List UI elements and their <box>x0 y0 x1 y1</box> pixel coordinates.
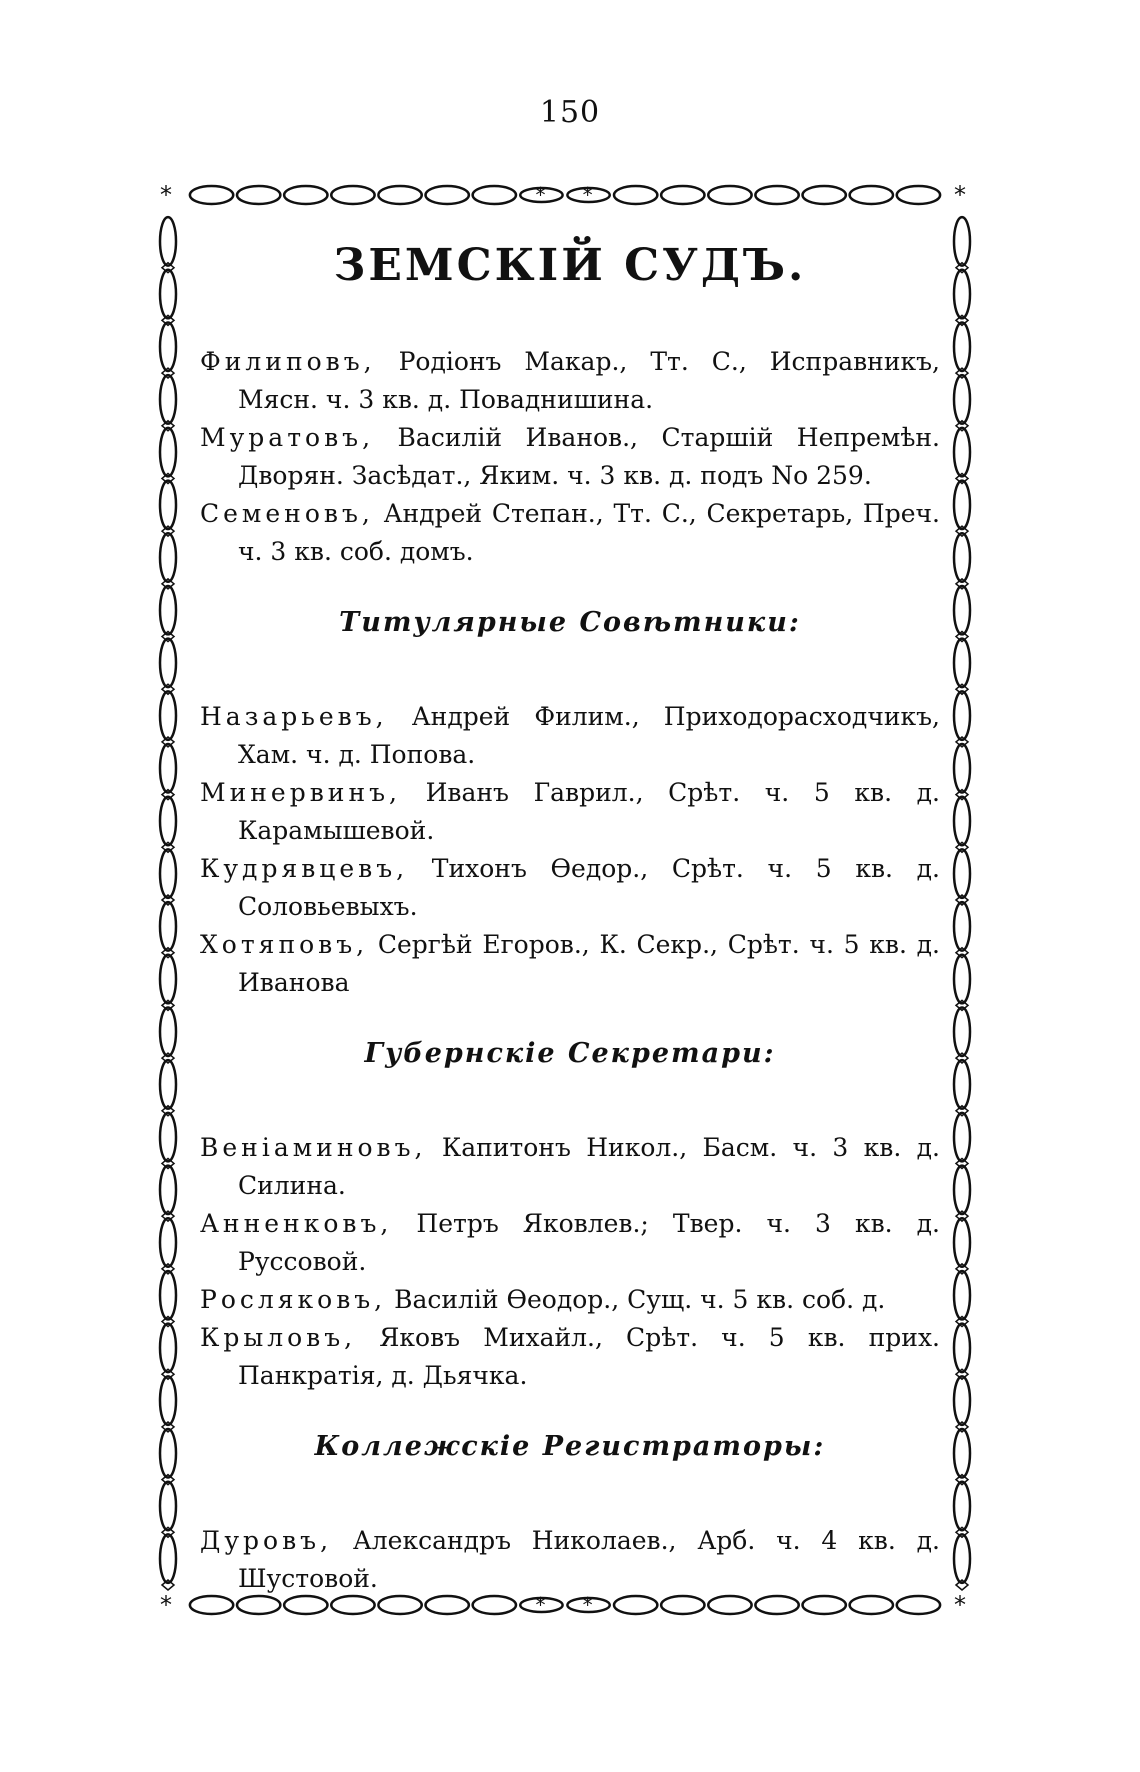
svg-text:*: * <box>954 1591 966 1619</box>
page-content <box>200 240 940 1598</box>
entry-surname: Филиповъ, <box>200 347 376 376</box>
entry-details: Родіонъ Макар., Тт. С., Исправникъ, Мясн. ч. 3 кв. д. Поваднишина. <box>238 347 940 414</box>
entry-details: Андрей Степан., Тт. С., Секретарь, Преч. ч. 3 кв. соб. домъ. <box>238 499 940 566</box>
svg-text:*: * <box>160 1591 172 1619</box>
group-provincial-secretaries <box>200 1038 940 1395</box>
entry-surname: Муратовъ, <box>200 423 375 452</box>
svg-text:*: * <box>535 1593 546 1617</box>
entry-surname: Назарьевъ, <box>200 702 388 731</box>
svg-text:*: * <box>582 1593 593 1617</box>
section-heading: Губернскіе Секретари: <box>364 1038 776 1069</box>
list-item <box>200 926 940 1002</box>
entry-details: Василій Өеодор., Сущ. ч. 5 кв. соб. д. <box>386 1285 886 1314</box>
section-heading: Титулярные Совѣтники: <box>339 607 801 638</box>
entry-details: Василій Иванов., Старшій Непремѣн. Дворян. Засѣдат., Яким. ч. 3 кв. д. подъ No 259. <box>238 423 940 490</box>
section-heading: Коллежскіе Регистраторы: <box>314 1431 826 1462</box>
entry-surname: Кудрявцевъ, <box>200 854 409 883</box>
entry-surname: Крыловъ, <box>200 1323 357 1352</box>
entry-details: Андрей Филим., Приходорасходчикъ, Хам. ч. д. Попова. <box>238 702 940 769</box>
list-item <box>200 1522 940 1598</box>
svg-text:*: * <box>160 181 172 209</box>
list-item <box>200 1205 940 1281</box>
list-item <box>200 419 940 495</box>
group-collegiate-registrars <box>200 1431 940 1598</box>
svg-text:*: * <box>954 181 966 209</box>
list-item <box>200 774 940 850</box>
entry-surname: Хотяповъ, <box>200 930 369 959</box>
entry-details: Петръ Яковлев.; Твер. ч. 3 кв. д. Руссовой. <box>238 1209 940 1276</box>
entry-details: Иванъ Гаврил., Срѣт. ч. 5 кв. д. Карамышевой. <box>238 778 940 845</box>
list-item <box>200 343 940 419</box>
list-item <box>200 1319 940 1395</box>
group-titular-councillors <box>200 607 940 1002</box>
list-item <box>200 1281 940 1319</box>
entry-surname: Дуровъ, <box>200 1526 333 1555</box>
entry-surname: Росляковъ, <box>200 1285 387 1314</box>
list-item <box>200 495 940 571</box>
entry-details: Александръ Николаев., Арб. ч. 4 кв. д. Шустовой. <box>238 1526 940 1593</box>
group-officials <box>200 343 940 571</box>
list-item <box>200 698 940 774</box>
page-title: ЗЕМСКІЙ СУДЪ. <box>333 240 807 291</box>
entry-surname: Минервинъ, <box>200 778 401 807</box>
entry-surname: Семеновъ, <box>200 499 374 528</box>
svg-text:*: * <box>582 183 593 207</box>
entry-surname: Веніаминовъ, <box>200 1133 427 1162</box>
entry-details: Тихонъ Өедор., Срѣт. ч. 5 кв. д. Соловьевыхъ. <box>238 854 940 921</box>
list-item <box>200 850 940 926</box>
entry-details: Яковъ Михайл., Срѣт. ч. 5 кв. прих. Панкратія, д. Дьячка. <box>238 1323 940 1390</box>
list-item <box>200 1129 940 1205</box>
entry-details: Сергѣй Егоров., К. Секр., Срѣт. ч. 5 кв. д. Иванова <box>238 930 940 997</box>
page-number: 150 <box>539 95 601 130</box>
svg-text:*: * <box>535 183 546 207</box>
entry-details: Капитонъ Никол., Басм. ч. 3 кв. д. Силина. <box>238 1133 940 1200</box>
entry-surname: Анненковъ, <box>200 1209 393 1238</box>
